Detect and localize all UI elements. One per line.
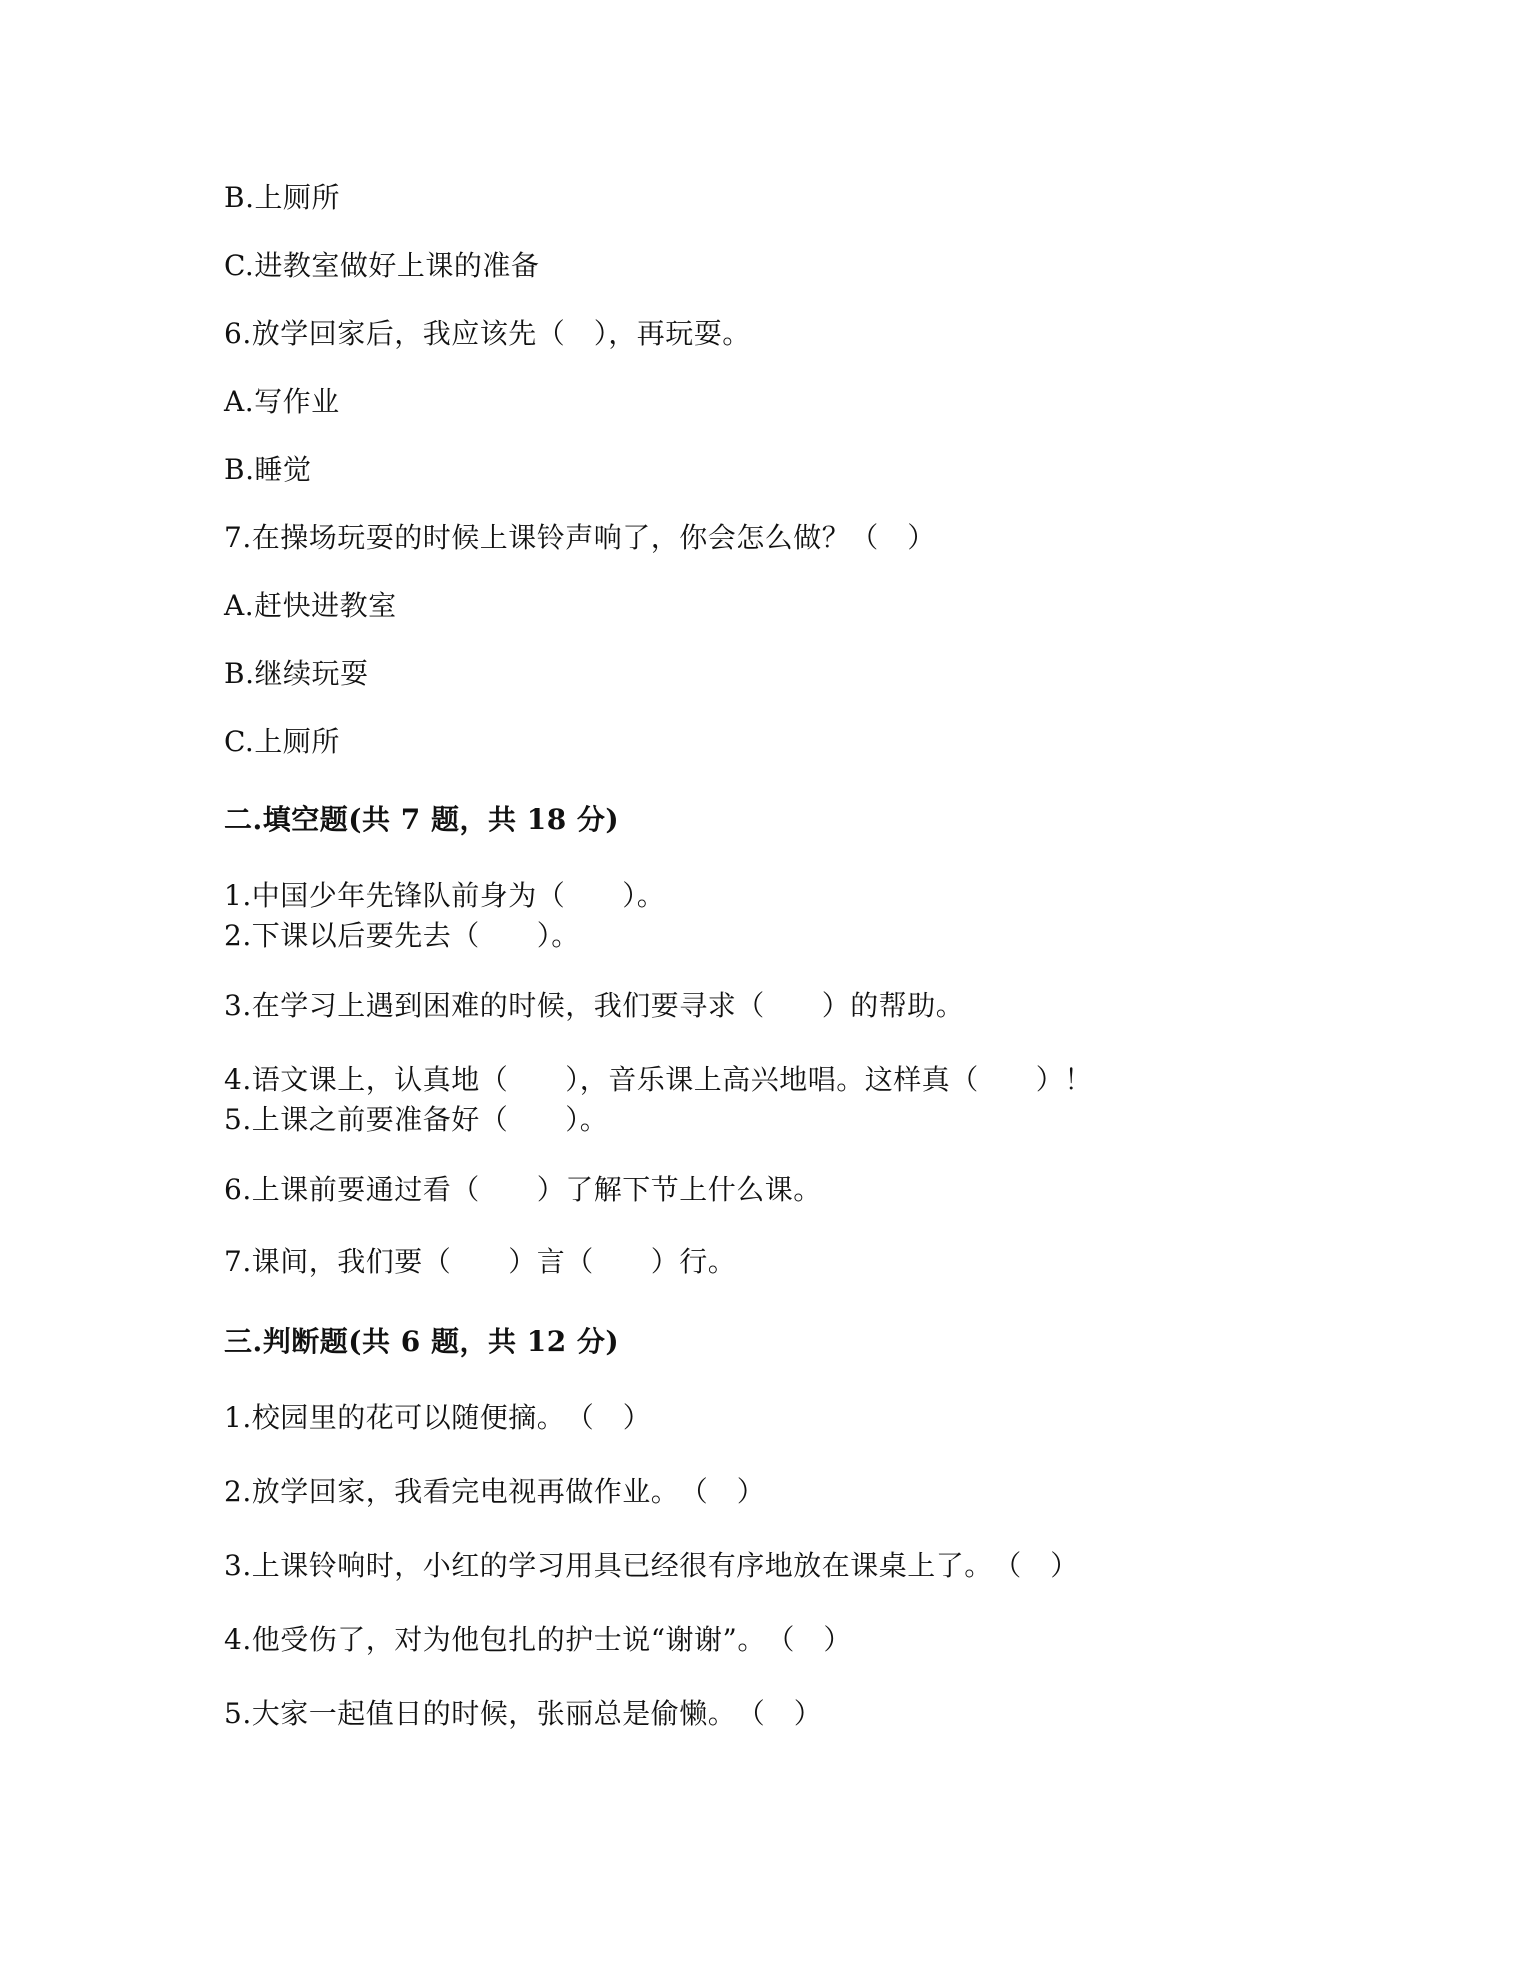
true-false-item-1: 1.校园里的花可以随便摘。 （ ）: [224, 1401, 652, 1434]
true-false-item-2: 2.放学回家，我看完电视再做作业。 （ ）: [224, 1475, 766, 1508]
q5-option-b: B.上厕所: [224, 181, 340, 214]
section-heading-true-false: 三.判断题(共 6 题，共 12 分): [224, 1325, 620, 1358]
fill-blank-item-3: 3.在学习上遇到困难的时候，我们要寻求（ ）的帮助。: [224, 989, 965, 1022]
fill-blank-item-2: 2.下课以后要先去（ ）。: [224, 919, 580, 952]
fill-blank-item-4: 4.语文课上，认真地（ ），音乐课上高兴地唱。这样真（ ）！: [224, 1063, 1093, 1096]
q7-option-c: C.上厕所: [224, 725, 340, 758]
q5-option-c: C.进教室做好上课的准备: [224, 249, 540, 282]
q7-stem: 7.在操场玩耍的时候上课铃声响了，你会怎么做？（ ）: [224, 521, 936, 554]
fill-blank-item-6: 6.上课前要通过看（ ）了解下节上什么课。: [224, 1173, 822, 1206]
fill-blank-item-7: 7.课间，我们要（ ）言（ ）行。: [224, 1245, 737, 1278]
true-false-item-4: 4.他受伤了，对为他包扎的护士说“谢谢”。 （ ）: [224, 1623, 852, 1656]
q6-option-b: B.睡觉: [224, 453, 312, 486]
true-false-item-5: 5.大家一起值日的时候，张丽总是偷懒。 （ ）: [224, 1697, 823, 1730]
fill-blank-item-1: 1.中国少年先锋队前身为（ ）。: [224, 879, 666, 912]
q7-option-b: B.继续玩耍: [224, 657, 369, 690]
q6-stem: 6.放学回家后，我应该先（ ），再玩耍。: [224, 317, 751, 350]
section-heading-fill-blank: 二.填空题(共 7 题，共 18 分): [224, 803, 620, 836]
q7-option-a: A.赶快进教室: [224, 589, 397, 622]
fill-blank-item-5: 5.上课之前要准备好（ ）。: [224, 1103, 609, 1136]
true-false-item-3: 3.上课铃响时，小红的学习用具已经很有序地放在课桌上了。 （ ）: [224, 1549, 1079, 1582]
q6-option-a: A.写作业: [224, 385, 340, 418]
